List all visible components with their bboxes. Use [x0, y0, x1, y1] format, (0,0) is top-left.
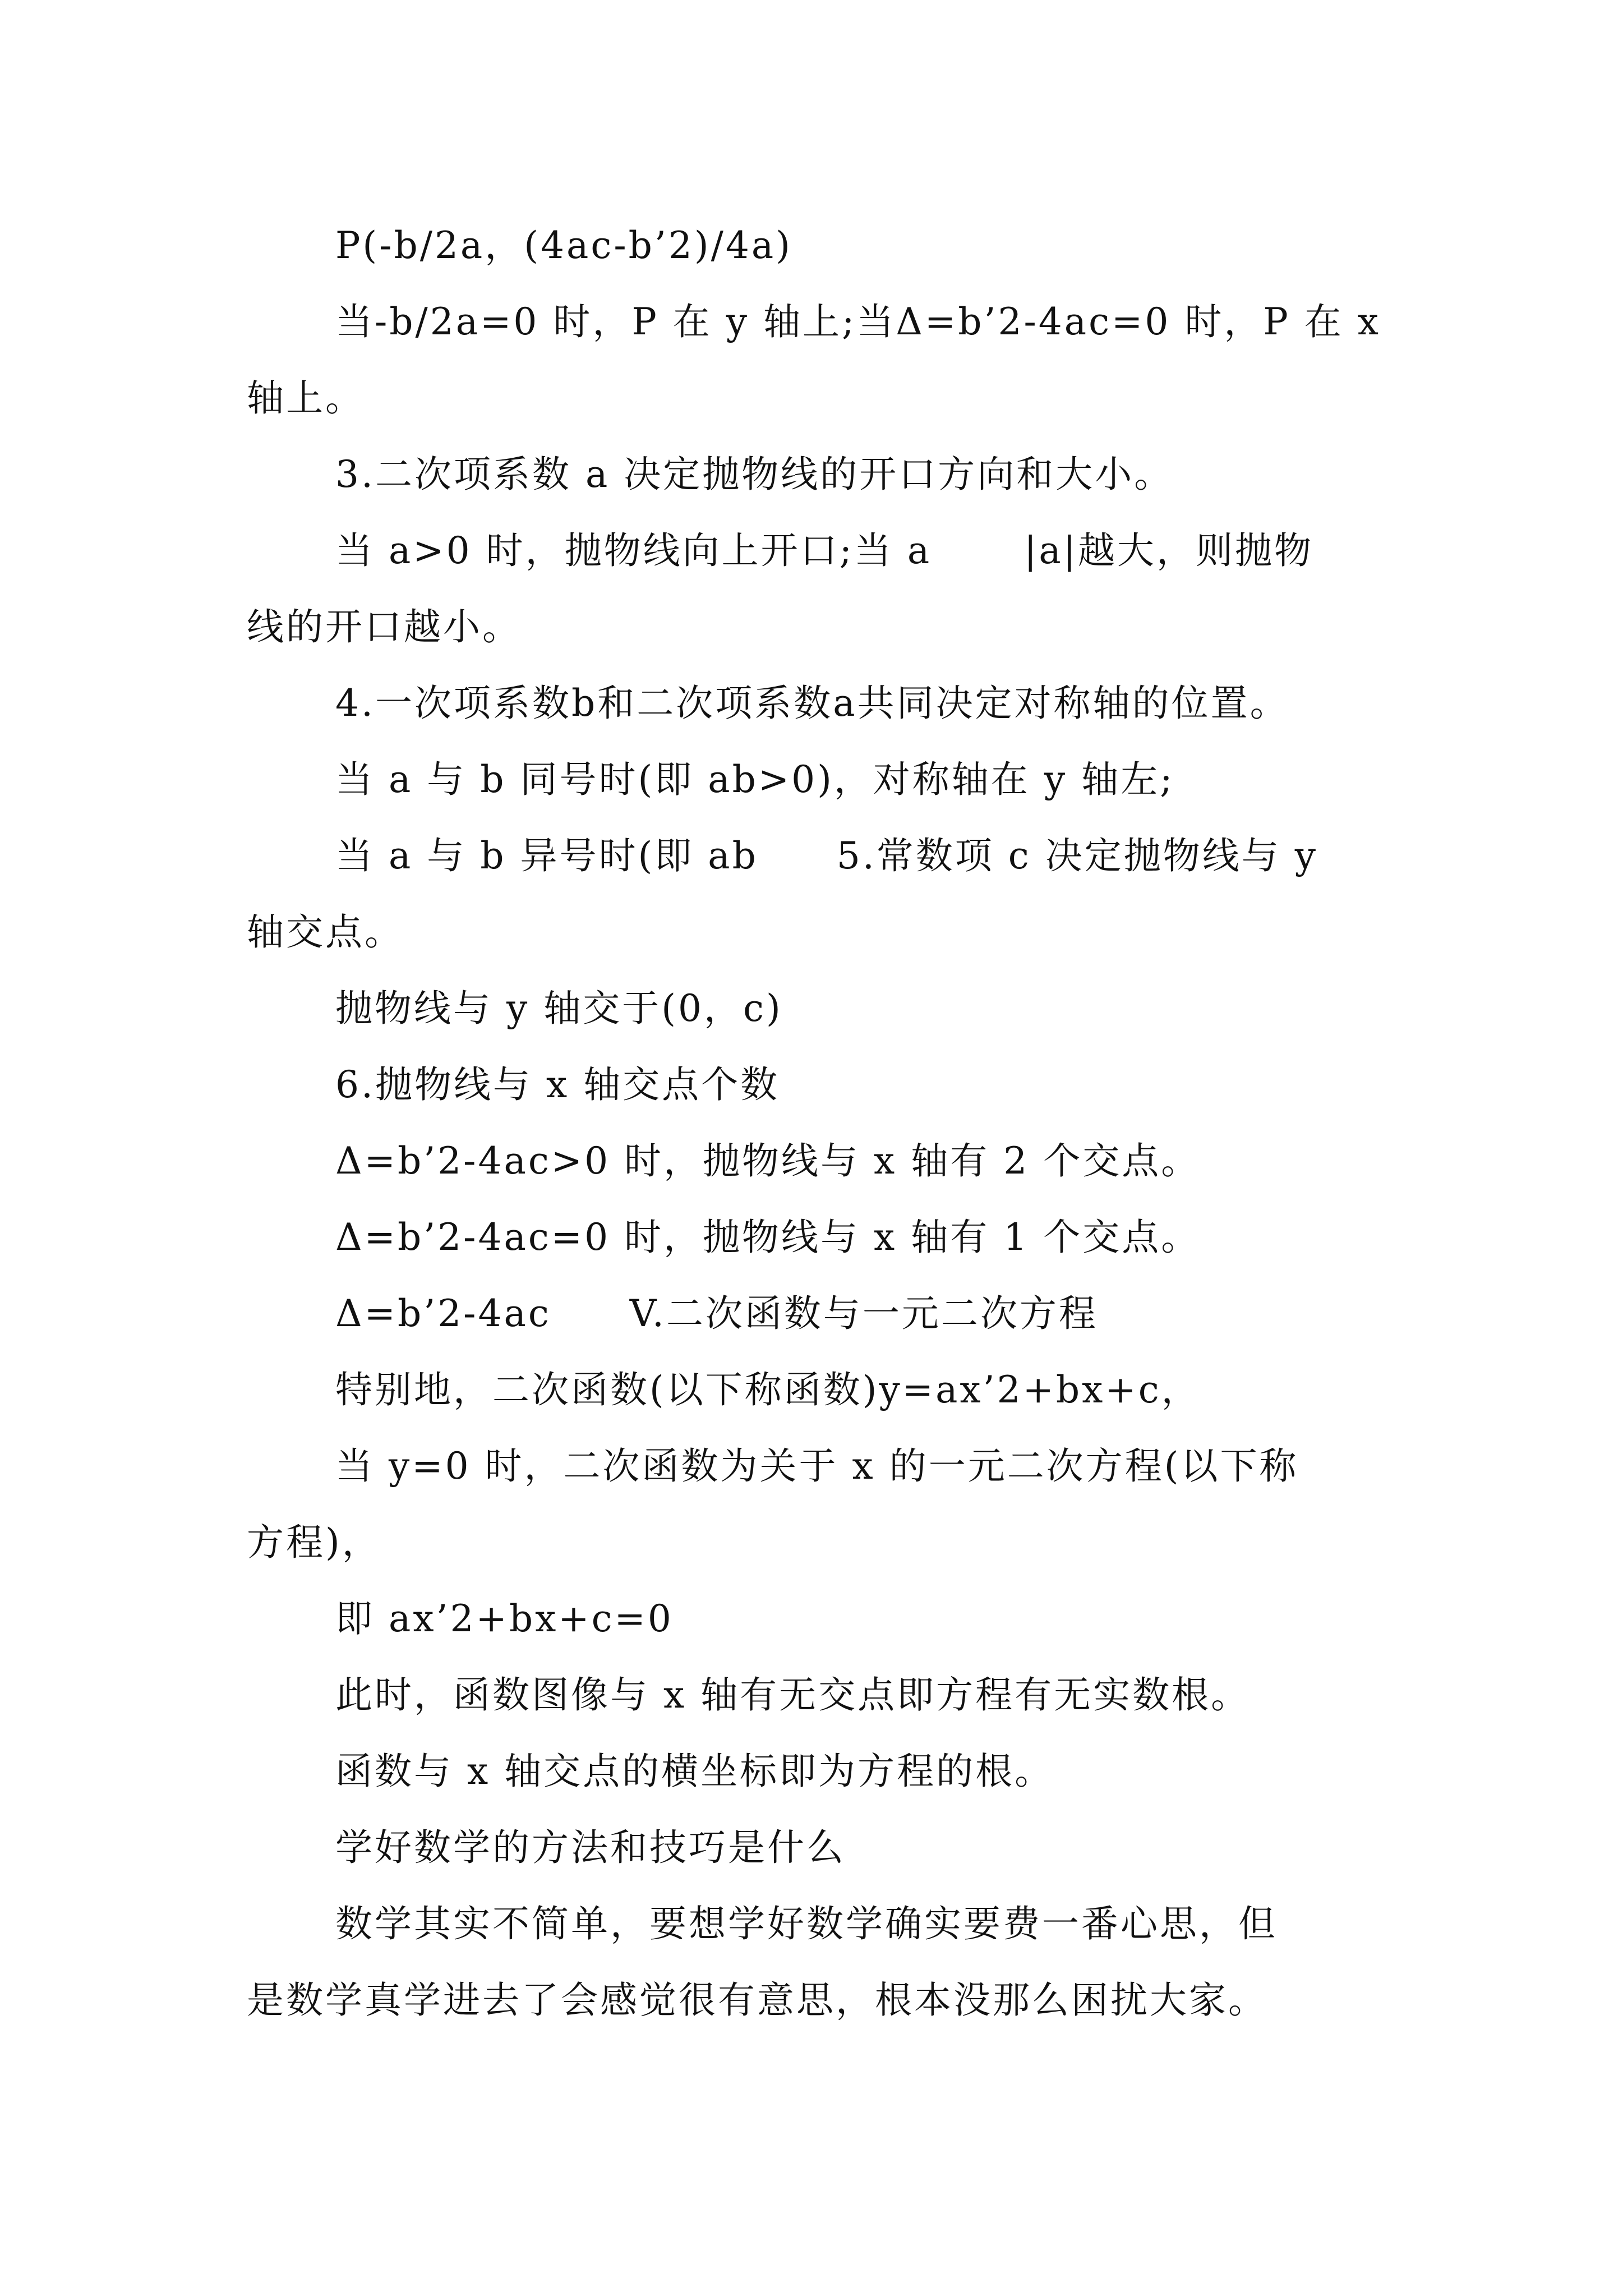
text-line: 方程)， — [247, 1521, 381, 1564]
text-line: 此时，函数图像与 x 轴有无交点即方程有无实数根。 — [335, 1673, 1251, 1717]
text-line: 3.二次项系数 a 决定抛物线的开口方向和大小。 — [335, 453, 1174, 496]
text-line: 6.抛物线与 x 轴交点个数 — [335, 1063, 780, 1106]
section-heading: 学好数学的方法和技巧是什么 — [335, 1826, 846, 1869]
text-line: 数学其实不简单，要想学好数学确实要费一番心思，但 — [335, 1902, 1278, 1945]
text-line: 4.一次项系数b和二次项系数a共同决定对称轴的位置。 — [335, 682, 1289, 725]
text-line: 轴交点。 — [247, 910, 404, 954]
text-line: Δ=b’2-4ac V.二次函数与一元二次方程 — [335, 1292, 1098, 1335]
text-line: Δ=b’2-4ac>0 时，抛物线与 x 轴有 2 个交点。 — [335, 1139, 1201, 1182]
text-line: P(-b/2a，(4ac-b’2)/4a) — [335, 224, 792, 267]
text-line: 当-b/2a=0 时，P 在 y 轴上;当Δ=b’2-4ac=0 时，P 在 x — [335, 300, 1381, 343]
text-line: 轴上。 — [247, 376, 365, 420]
document-body — [247, 208, 1396, 2039]
text-line: 抛物线与 y 轴交于(0，c) — [335, 987, 783, 1030]
text-line: 当 y=0 时，二次函数为关于 x 的一元二次方程(以下称 — [335, 1444, 1299, 1488]
text-line: Δ=b’2-4ac=0 时，抛物线与 x 轴有 1 个交点。 — [335, 1216, 1201, 1259]
text-line: 特别地，二次函数(以下称函数)y=ax’2+bx+c， — [335, 1368, 1201, 1411]
text-line: 当 a>0 时，抛物线向上开口;当 a |a|越大，则抛物 — [335, 529, 1313, 572]
text-line: 线的开口越小。 — [247, 605, 522, 648]
text-line: 当 a 与 b 异号时(即 ab 5.常数项 c 决定抛物线与 y — [335, 834, 1318, 877]
text-line: 当 a 与 b 同号时(即 ab>0)，对称轴在 y 轴左; — [335, 758, 1175, 801]
text-line: 是数学真学进去了会感觉很有意思，根本没那么困扰大家。 — [247, 1978, 1267, 2022]
text-line: 函数与 x 轴交点的横坐标即为方程的根。 — [335, 1750, 1054, 1793]
text-line: 即 ax’2+bx+c=0 — [335, 1597, 674, 1640]
